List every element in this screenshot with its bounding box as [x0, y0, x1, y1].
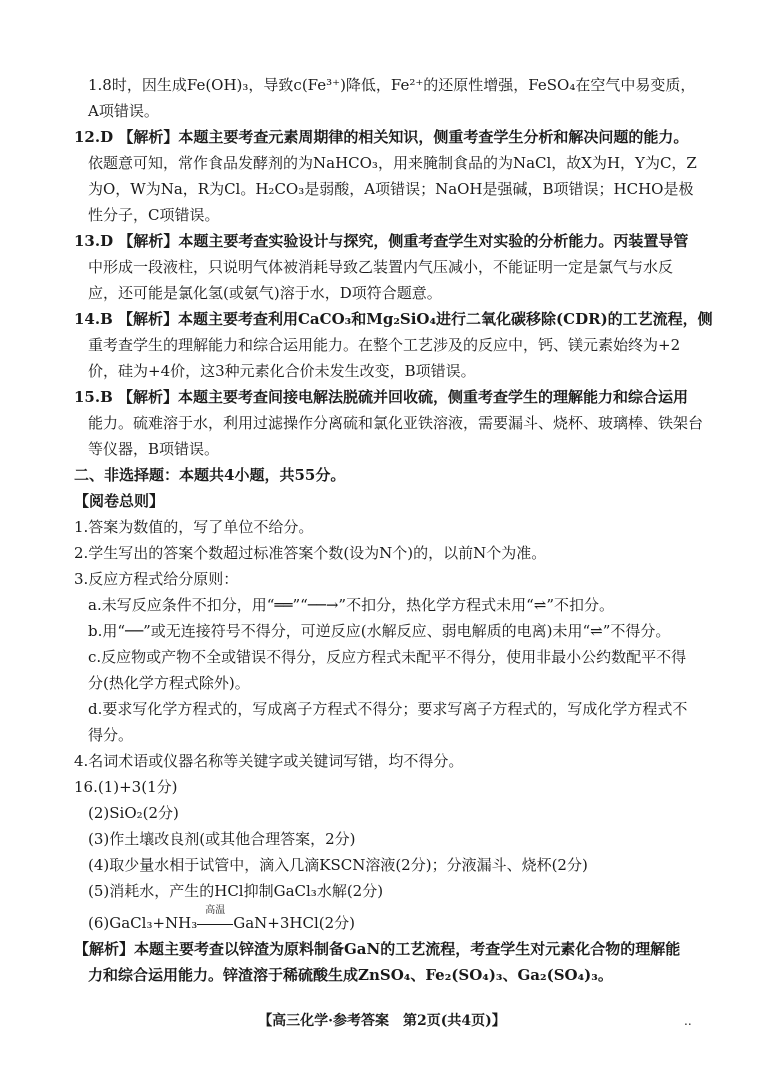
q12-text-3: 性分子，C项错误。	[88, 206, 220, 224]
q16-answer-6	[74, 905, 694, 936]
equation-right: GaN+3HCl(2分)	[233, 914, 356, 932]
q16-analysis-line-2	[74, 962, 694, 988]
q16-answer-1: 16.(1)+3(1分)	[74, 778, 178, 796]
q14-text-1: 重考查学生的理解能力和综合运用能力。在整个工艺涉及的反应中，钙、镁元素始终为+2	[88, 336, 681, 354]
grading-rule-1: 1.答案为数值的，写了单位不给分。	[74, 518, 314, 536]
q14-text-2: 价，硅为+4价，这3种元素化合价未发生改变，B项错误。	[88, 362, 476, 380]
grading-rule-3a: a.未写反应条件不扣分，用“══”“──→”不扣分，热化学方程式未用“⇌”不扣分。	[88, 596, 614, 614]
q16-answer-5: (5)消耗水，产生的HCl抑制GaCl₃水解(2分)	[88, 882, 384, 900]
answer-content	[74, 72, 713, 988]
grading-rule-3: 3.反应方程式给分原则：	[74, 570, 239, 588]
grading-rule-3c-line-1: c.反应物或产物不全或错误不得分，反应方程式未配平不得分，使用非最小公约数配平不得	[88, 648, 687, 666]
equation-left: (6)GaCl₃+NH₃	[88, 914, 198, 932]
q13-text-2: 应，还可能是氯化氢(或氨气)溶于水，D项符合题意。	[88, 284, 442, 302]
q15-text-2: 等仪器，B项错误。	[88, 440, 220, 458]
grading-rule-3b: b.用“──”或无连接符号不得分，可逆反应(水解反应、弱电解质的电离)未用“⇌”不得分。	[88, 622, 671, 640]
q16-answer-4: (4)取少量水相于试管中，滴入几滴KSCN溶液(2分)；分液漏斗、烧杯(2分)	[88, 856, 588, 874]
q13-text-1: 中形成一段液柱，只说明气体被消耗导致乙装置内气压减小，不能证明一定是氯气与水反	[88, 258, 674, 276]
grading-rule-2: 2.学生写出的答案个数超过标准答案个数(设为N个)的，以前N个为准。	[74, 544, 547, 562]
q11-continuation-line-1: 1.8时，因生成Fe(OH)₃，导致c(Fe³⁺)降低，Fe²⁺的还原性增强，FeSO₄在空气中易变质，	[88, 76, 696, 94]
q16-analysis-text: 力和综合运用能力。锌渣溶于稀硫酸生成ZnSO₄、Fe₂(SO₄)₃、Ga₂(SO₄)₃。	[88, 966, 613, 984]
section-2-heading: 二、非选择题：本题共4小题，共55分。	[74, 466, 346, 484]
q14-heading: 14.B 【解析】本题主要考查利用CaCO₃和Mg₂SiO₄进行二氧化碳移除(CDR)的工艺流程，侧	[74, 310, 713, 328]
equation-condition: 高温	[205, 905, 226, 916]
grading-rule-4: 4.名词术语或仪器名称等关键字或关键词写错，均不得分。	[74, 752, 464, 770]
q15-text-1: 能力。硫难溶于水，利用过滤操作分离硫和氯化亚铁溶液，需要漏斗、烧杯、玻璃棒、铁架台	[88, 414, 704, 432]
page-footer: 【高三化学·参考答案 第2页(共4页)】	[258, 1013, 506, 1029]
equation-arrow	[197, 905, 233, 936]
q11-continuation-line-2: A项错误。	[88, 102, 159, 120]
q15-heading: 15.B 【解析】本题主要考查间接电解法脱硫并回收硫，侧重考查学生的理解能力和综合运用	[74, 388, 689, 406]
grading-rule-3c-line-2: 分(热化学方程式除外)。	[88, 674, 250, 692]
grading-rule-3d-line-2: 得分。	[88, 726, 134, 744]
q12-text-1: 依题意可知，常作食品发酵剂的为NaHCO₃，用来腌制食品的为NaCl，故X为H，Y为C，Z	[88, 154, 697, 172]
corner-mark: ..	[684, 1014, 692, 1028]
q13-heading: 13.D 【解析】本题主要考查实验设计与探究，侧重考查学生对实验的分析能力。丙装置导管	[74, 232, 689, 250]
q12-heading: 12.D 【解析】本题主要考查元素周期律的相关知识，侧重考查学生分析和解决问题的能力。	[74, 128, 689, 146]
q16-analysis-line-1: 【解析】本题主要考查以锌渣为原料制备GaN的工艺流程，考查学生对元素化合物的理解能	[74, 940, 681, 958]
q16-answer-2: (2)SiO₂(2分)	[88, 804, 179, 822]
grading-rules-title: 【阅卷总则】	[74, 492, 165, 510]
q12-text-2: 为O，W为Na，R为Cl。H₂CO₃是弱酸，A项错误；NaOH是强碱，B项错误；HCHO是极	[88, 180, 694, 198]
q16-answer-3: (3)作土壤改良剂(或其他合理答案，2分)	[88, 830, 356, 848]
grading-rule-3d-line-1: d.要求写化学方程式的，写成离子方程式不得分；要求写离子方程式的，写成化学方程式不	[88, 700, 688, 718]
